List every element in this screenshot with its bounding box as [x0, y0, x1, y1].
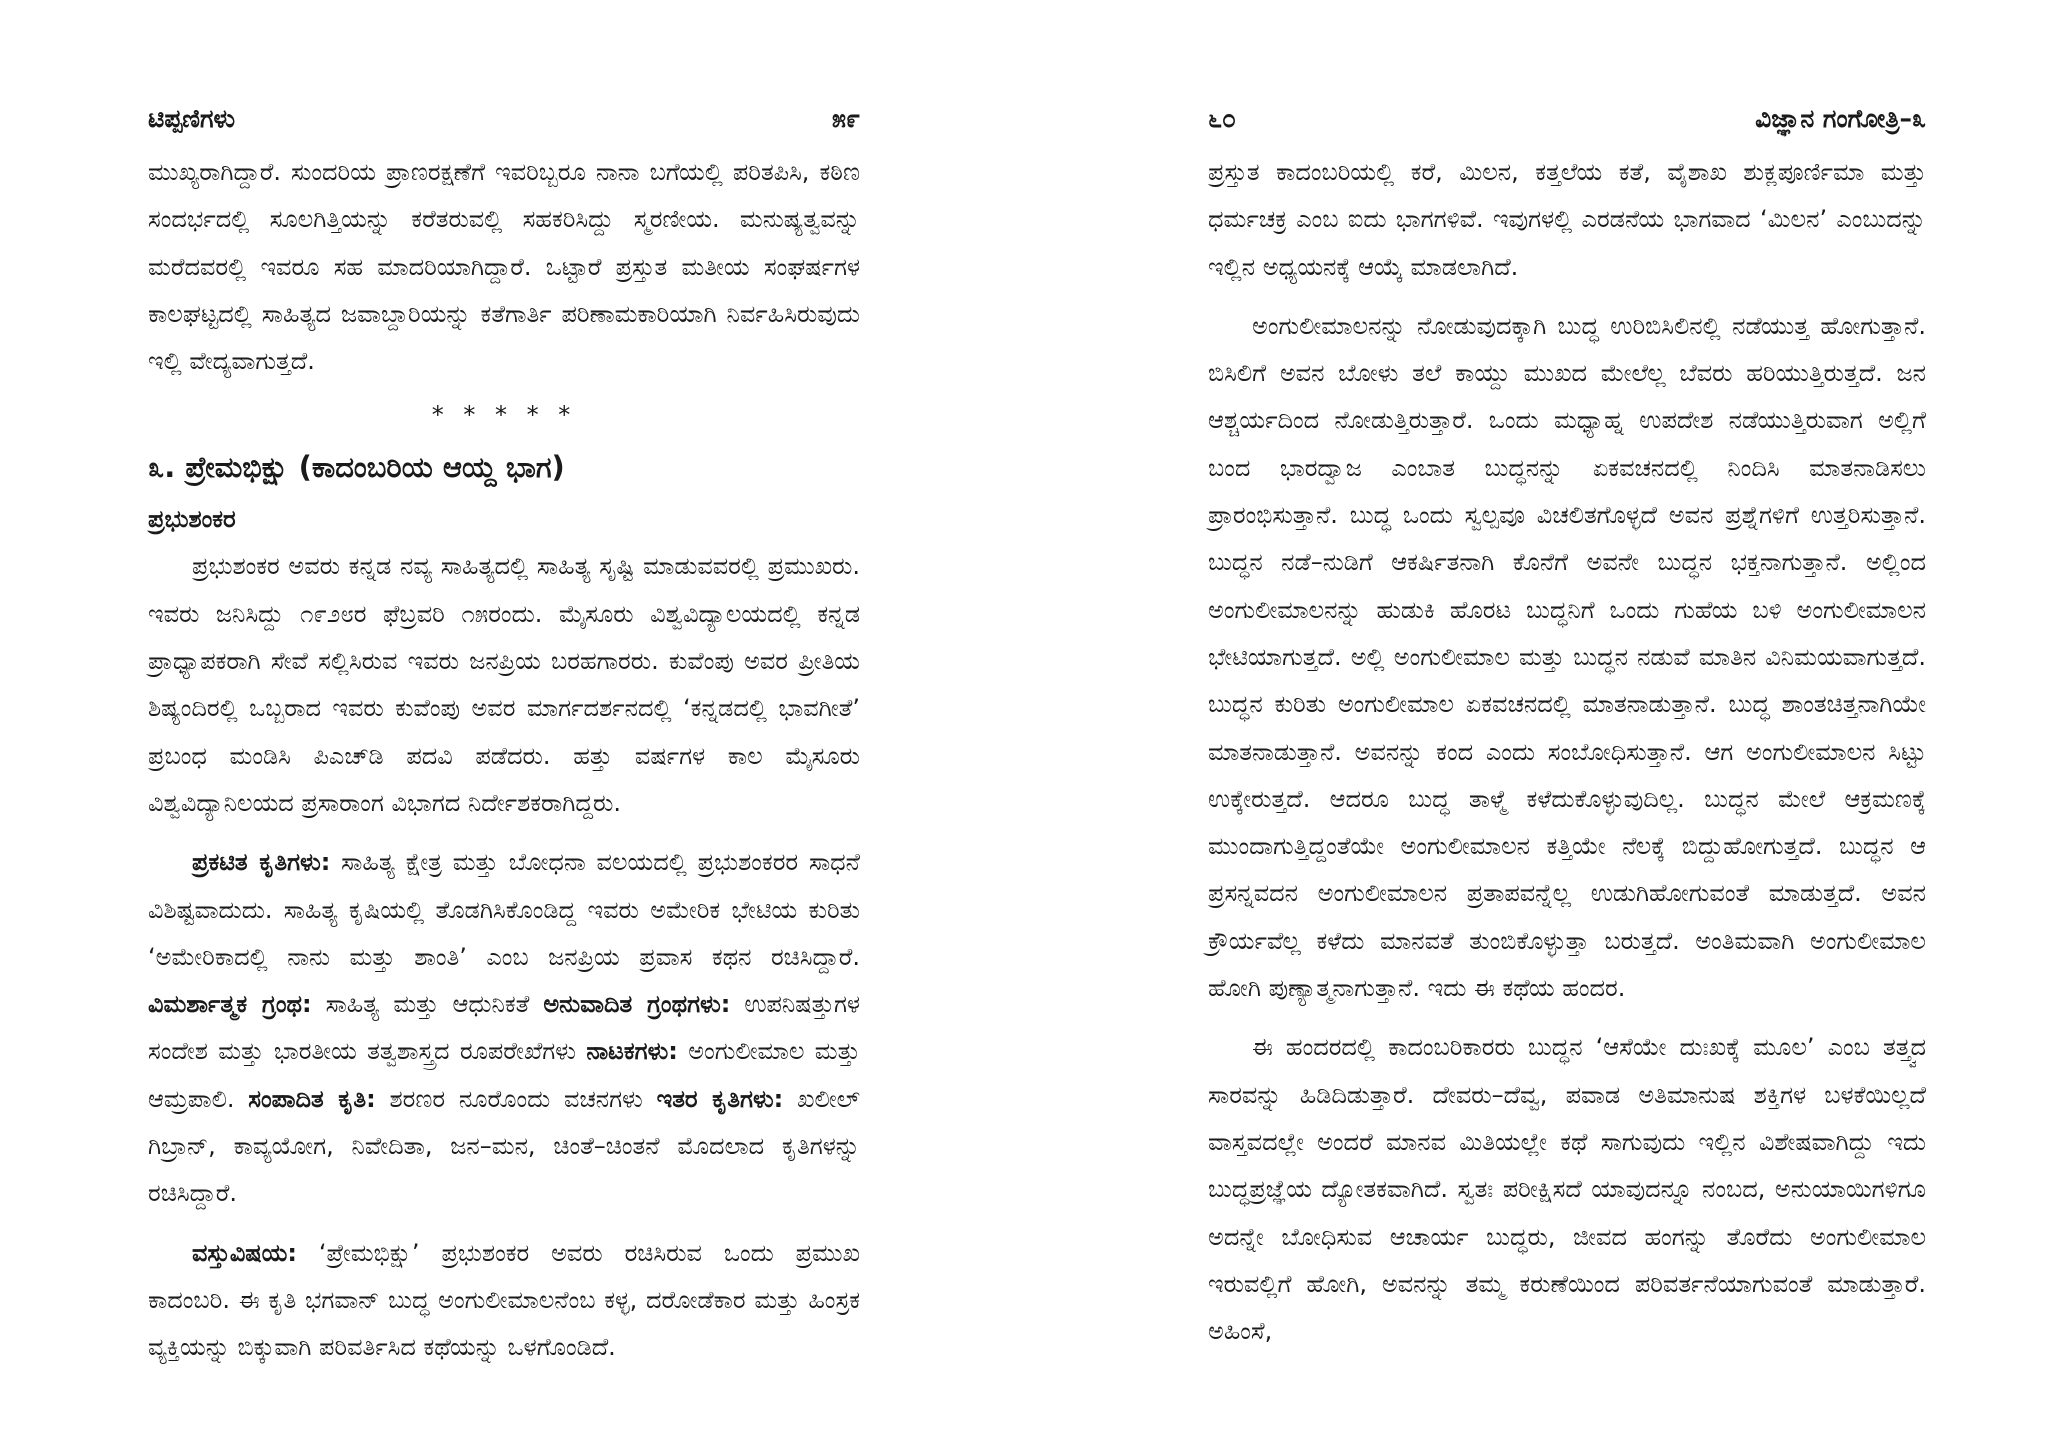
- works-paragraph: [148, 839, 860, 1217]
- text: ‘ಪ್ರೇಮಭಿಕ್ಷು’ ಪ್ರಭುಶಂಕರ ಅವರು ರಚಿಸಿರುವ ಒಂದು ಪ್ರಮುಖ ಕಾದಂಬರಿ. ಈ ಕೃತಿ ಭಗವಾನ್ ಬುದ್ಧ ಅಂಗುಲೀಮಾಲನೆಂಬ ಕಳ್ಳ, ದರೋಡೆಕಾರ ಮತ್ತು ಹಿಂಸ್ರಕ ವ್ಯಕ್ತಿಯನ್ನು ಬಿಕ್ಕುವಾಗಿ ಪರಿವರ್ತಿಸಿದ ಕಥೆಯನ್ನು ಒಳಗೊಂಡಿದೆ.: [148, 1238, 860, 1362]
- left-page-header: [148, 104, 860, 144]
- text: ಶರಣರ ನೂರೊಂದು ವಚನಗಳು: [375, 1084, 657, 1113]
- label-published-works: ಪ್ರಕಟಿತ ಕೃತಿಗಳು:: [192, 848, 331, 877]
- label-translated-works: ಅನುವಾದಿತ ಗ್ರಂಥಗಳು:: [543, 990, 731, 1019]
- paragraph: ಪ್ರಸ್ತುತ ಕಾದಂಬರಿಯಲ್ಲಿ ಕರೆ, ಮಿಲನ, ಕತ್ತಲೆಯ ಕತೆ, ವೈಶಾಖ ಶುಕ್ಲಪೂರ್ಣಿಮಾ ಮತ್ತು ಧರ್ಮಚಕ್ರ ಎಂಬ ಐದು ಭಾಗಗಳಿವೆ. ಇವುಗಳಲ್ಲಿ ಎರಡನೆಯ ಭಾಗವಾದ ‘ಮಿಲನ’ ಎಂಬುದನ್ನು ಇಲ್ಲಿನ ಅಧ್ಯಯನಕ್ಕೆ ಆಯ್ಕೆ ಮಾಡಲಾಗಿದೆ.: [1208, 158, 1926, 281]
- text: ಖಲೀಲ್ ಗಿಬ್ರಾನ್, ಕಾವ್ಯಯೋಗ, ನಿವೇದಿತಾ, ಜನ–ಮನ, ಚಿಂತೆ–ಚಿಂತನೆ ಮೊದಲಾದ ಕೃತಿಗಳನ್ನು ರಚಿಸಿದ್ದಾರೆ.: [148, 1084, 861, 1208]
- label-edited-work: ಸಂಪಾದಿತ ಕೃತಿ:: [248, 1084, 376, 1113]
- label-plays: ನಾಟಕಗಳು:: [586, 1037, 678, 1066]
- text: ಉಪನಿಷತ್ತುಗಳ ಸಂದೇಶ ಮತ್ತು ಭಾರತೀಯ ತತ್ವಶಾಸ್ತ್ರದ ರೂಪರೇಖೆಗಳು: [148, 990, 861, 1066]
- paragraph: ಅಂಗುಲೀಮಾಲನನ್ನು ನೋಡುವುದಕ್ಕಾಗಿ ಬುದ್ಧ ಉರಿಬಿಸಿಲಿನಲ್ಲಿ ನಡೆಯುತ್ತ ಹೋಗುತ್ತಾನೆ. ಬಿಸಿಲಿಗೆ ಅವನ ಬೋಳು ತಲೆ ಕಾಯ್ದು ಮುಖದ ಮೇಲೆಲ್ಲ ಬೆವರು ಹರಿಯುತ್ತಿರುತ್ತದೆ. ಜನ ಆಶ್ಚರ್ಯದಿಂದ ನೋಡುತ್ತಿರುತ್ತಾರೆ. ಒಂದು ಮಧ್ಯಾಹ್ನ ಉಪದೇಶ ನಡೆಯುತ್ತಿರುವಾಗ ಅಲ್ಲಿಗೆ ಬಂದ ಭಾರದ್ವಾಜ ಎಂಬಾತ ಬುದ್ಧನನ್ನು ಏಕವಚನದಲ್ಲಿ ನಿಂದಿಸಿ ಮಾತನಾಡಿಸಲು ಪ್ರಾರಂಭಿಸುತ್ತಾನೆ. ಬುದ್ಧ ಒಂದು ಸ್ವಲ್ಪವೂ ವಿಚಲಿತಗೊಳ್ಳದೆ ಅವನ ಪ್ರಶ್ನೆಗಳಿಗೆ ಉತ್ತರಿಸುತ್ತಾನೆ. ಬುದ್ಧನ ನಡೆ–ನುಡಿಗೆ ಆಕರ್ಷಿತನಾಗಿ ಕೊನೆಗೆ ಅವನೇ ಬುದ್ಧನ ಭಕ್ತನಾಗುತ್ತಾನೆ. ಅಲ್ಲಿಂದ ಅಂಗುಲೀಮಾಲನನ್ನು ಹುಡುಕಿ ಹೊರಟ ಬುದ್ಧನಿಗೆ ಒಂದು ಗುಹೆಯ ಬಳಿ ಅಂಗುಲೀಮಾಲನ ಭೇಟಿಯಾಗುತ್ತದೆ. ಅಲ್ಲಿ ಅಂಗುಲೀಮಾಲ ಮತ್ತು ಬುದ್ಧನ ನಡುವೆ ಮಾತಿನ ವಿನಿಮಯವಾಗುತ್ತದೆ. ಬುದ್ಧನ ಕುರಿತು ಅಂಗುಲೀಮಾಲ ಏಕವಚನದಲ್ಲಿ ಮಾತನಾಡುತ್ತಾನೆ. ಬುದ್ಧ ಶಾಂತಚಿತ್ತನಾಗಿಯೇ ಮಾತನಾಡುತ್ತಾನೆ. ಅವನನ್ನು ಕಂದ ಎಂದು ಸಂಬೋಧಿಸುತ್ತಾನೆ. ಆಗ ಅಂಗುಲೀಮಾಲನ ಸಿಟ್ಟು ಉಕ್ಕೇರುತ್ತದೆ. ಆದರೂ ಬುದ್ಧ ತಾಳ್ಮೆ ಕಳೆದುಕೊಳ್ಳುವುದಿಲ್ಲ. ಬುದ್ಧನ ಮೇಲೆ ಆಕ್ರಮಣಕ್ಕೆ ಮುಂದಾಗುತ್ತಿದ್ದಂತೆಯೇ ಅಂಗುಲೀಮಾಲನ ಕತ್ತಿಯೇ ನೆಲಕ್ಕೆ ಬಿದ್ದುಹೋಗುತ್ತದೆ. ಬುದ್ಧನ ಆ ಪ್ರಸನ್ನವದನ ಅಂಗುಲೀಮಾಲನ ಪ್ರತಾಪವನ್ನೆಲ್ಲ ಉಡುಗಿಹೋಗುವಂತೆ ಮಾಡುತ್ತದೆ. ಅವನ ಕ್ರೌರ್ಯವೆಲ್ಲ ಕಳೆದು ಮಾನವತೆ ತುಂಬಿಕೊಳ್ಳುತ್ತಾ ಬರುತ್ತದೆ. ಅಂತಿಮವಾಗಿ ಅಂಗುಲೀಮಾಲ ಹೋಗಿ ಪುಣ್ಯಾತ್ಮನಾಗುತ್ತಾನೆ. ಇದು ಈ ಕಥೆಯ ಹಂದರ.: [1208, 311, 1926, 1003]
- text: ಅಂಗುಲೀಮಾಲ ಮತ್ತು ಆಮ್ರಪಾಲಿ.: [148, 1037, 860, 1113]
- page-number: ೬೦: [1208, 104, 1237, 133]
- right-page-body: [1208, 149, 1926, 1355]
- section-divider: * * * * *: [431, 401, 577, 430]
- left-page: [148, 0, 860, 1447]
- left-page-body: [148, 149, 860, 1372]
- label-critical-work: ವಿಮರ್ಶಾತ್ಮಕ ಗ್ರಂಥ:: [148, 990, 312, 1019]
- paragraph: ಮುಖ್ಯರಾಗಿದ್ದಾರೆ. ಸುಂದರಿಯ ಪ್ರಾಣರಕ್ಷಣೆಗೆ ಇವರಿಬ್ಬರೂ ನಾನಾ ಬಗೆಯಲ್ಲಿ ಪರಿತಪಿಸಿ, ಕಠಿಣ ಸಂದರ್ಭದಲ್ಲಿ ಸೂಲಗಿತ್ತಿಯನ್ನು ಕರೆತರುವಲ್ಲಿ ಸಹಕರಿಸಿದ್ದು ಸ್ಮರಣೀಯ. ಮನುಷ್ಯತ್ವವನ್ನು ಮರೆದವರಲ್ಲಿ ಇವರೂ ಸಹ ಮಾದರಿಯಾಗಿದ್ದಾರೆ. ಒಟ್ಟಾರೆ ಪ್ರಸ್ತುತ ಮತೀಯ ಸಂಘರ್ಷಗಳ ಕಾಲಘಟ್ಟದಲ್ಲಿ ಸಾಹಿತ್ಯದ ಜವಾಬ್ದಾರಿಯನ್ನು ಕತೆಗಾರ್ತಿ ಪರಿಣಾಮಕಾರಿಯಾಗಿ ನಿರ್ವಹಿಸಿರುವುದು ಇಲ್ಲಿ ವೇದ್ಯವಾಗುತ್ತದೆ.: [148, 158, 860, 376]
- paragraph: ಪ್ರಭುಶಂಕರ ಅವರು ಕನ್ನಡ ನವ್ಯ ಸಾಹಿತ್ಯದಲ್ಲಿ ಸಾಹಿತ್ಯ ಸೃಷ್ಟಿ ಮಾಡುವವರಲ್ಲಿ ಪ್ರಮುಖರು. ಇವರು ಜನಿಸಿದ್ದು ೧೯೨೮ರ ಫೆಬ್ರವರಿ ೧೫ರಂದು. ಮೈಸೂರು ವಿಶ್ವವಿದ್ಯಾಲಯದಲ್ಲಿ ಕನ್ನಡ ಪ್ರಾಧ್ಯಾಪಕರಾಗಿ ಸೇವೆ ಸಲ್ಲಿಸಿರುವ ಇವರು ಜನಪ್ರಿಯ ಬರಹಗಾರರು. ಕುವೆಂಪು ಅವರ ಪ್ರೀತಿಯ ಶಿಷ್ಯಂದಿರಲ್ಲಿ ಒಬ್ಬರಾದ ಇವರು ಕುವೆಂಪು ಅವರ ಮಾರ್ಗದರ್ಶನದಲ್ಲಿ ‘ಕನ್ನಡದಲ್ಲಿ ಭಾವಗೀತೆ’ ಪ್ರಬಂಧ ಮಂಡಿಸಿ ಪಿಎಚ್‌ಡಿ ಪದವಿ ಪಡೆದರು. ಹತ್ತು ವರ್ಷಗಳ ಕಾಲ ಮೈಸೂರು ವಿಶ್ವವಿದ್ಯಾನಿಲಯದ ಪ್ರಸಾರಾಂಗ ವಿಭಾಗದ ನಿರ್ದೇಶಕರಾಗಿದ್ದರು.: [148, 552, 860, 817]
- paragraph: ಈ ಹಂದರದಲ್ಲಿ ಕಾದಂಬರಿಕಾರರು ಬುದ್ಧನ ‘ಆಸೆಯೇ ದುಃಖಕ್ಕೆ ಮೂಲ’ ಎಂಬ ತತ್ತ್ವದ ಸಾರವನ್ನು ಹಿಡಿದಿಡುತ್ತಾರೆ. ದೇವರು–ದೆವ್ವ, ಪವಾಡ ಅತಿಮಾನುಷ ಶಕ್ತಿಗಳ ಬಳಕೆಯಿಲ್ಲದೆ ವಾಸ್ತವದಲ್ಲೇ ಅಂದರೆ ಮಾನವ ಮಿತಿಯಲ್ಲೇ ಕಥೆ ಸಾಗುವುದು ಇಲ್ಲಿನ ವಿಶೇಷವಾಗಿದ್ದು ಇದು ಬುದ್ಧಪ್ರಜ್ಞೆಯ ದ್ಯೋತಕವಾಗಿದೆ. ಸ್ವತಃ ಪರೀಕ್ಷಿಸದೆ ಯಾವುದನ್ನೂ ನಂಬದ, ಅನುಯಾಯಿಗಳಿಗೂ ಅದನ್ನೇ ಬೋಧಿಸುವ ಆಚಾರ್ಯ ಬುದ್ಧರು, ಜೀವದ ಹಂಗನ್ನು ತೊರೆದು ಅಂಗುಲೀಮಾಲ ಇರುವಲ್ಲಿಗೆ ಹೋಗಿ, ಅವನನ್ನು ತಮ್ಮ ಕರುಣೆಯಿಂದ ಪರಿವರ್ತನೆಯಾಗುವಂತೆ ಮಾಡುತ್ತಾರೆ. ಅಹಿಂಸೆ,: [1208, 1033, 1926, 1346]
- text: ಸಾಹಿತ್ಯ ಕ್ಷೇತ್ರ ಮತ್ತು ಬೋಧನಾ ವಲಯದಲ್ಲಿ ಪ್ರಭುಶಂಕರರ ಸಾಧನೆ ವಿಶಿಷ್ಟವಾದುದು. ಸಾಹಿತ್ಯ ಕೃಷಿಯಲ್ಲಿ ತೊಡಗಿಸಿಕೊಂಡಿದ್ದ ಇವರು ಅಮೇರಿಕ ಭೇಟಿಯ ಕುರಿತು ‘ಅಮೇರಿಕಾದಲ್ಲಿ ನಾನು ಮತ್ತು ಶಾಂತಿ’ ಎಂಬ ಜನಪ್ರಿಯ ಪ್ರವಾಸ ಕಥನ ರಚಿಸಿದ್ದಾರೆ.: [148, 848, 860, 971]
- label-other-works: ಇತರ ಕೃತಿಗಳು:: [656, 1084, 784, 1113]
- right-page-header: [1208, 104, 1926, 144]
- section-title: ೩. ಪ್ರೇಮಭಿಕ್ಷು (ಕಾದಂಬರಿಯ ಆಯ್ದ ಭಾಗ): [148, 450, 565, 485]
- right-page: [1208, 0, 1926, 1447]
- running-head: ಟಿಪ್ಪಣಿಗಳು: [148, 104, 236, 133]
- running-head: ವಿಜ್ಞಾನ ಗಂಗೋತ್ರಿ–೩: [1755, 104, 1926, 133]
- page-number: ೫೯: [831, 104, 860, 133]
- text: ಸಾಹಿತ್ಯ ಮತ್ತು ಆಧುನಿಕತೆ: [311, 990, 544, 1019]
- label-subject: ವಸ್ತುವಿಷಯ:: [192, 1238, 297, 1267]
- author-heading: ಪ್ರಭುಶಂಕರ: [148, 505, 236, 534]
- subject-paragraph: [148, 1230, 860, 1372]
